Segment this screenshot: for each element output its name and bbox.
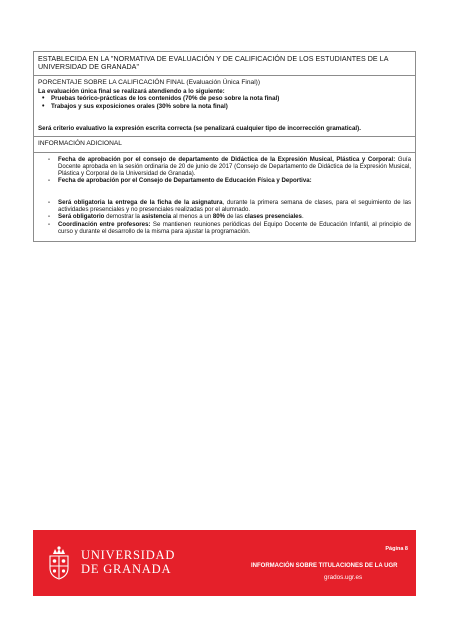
- porcentaje-title: PORCENTAJE SOBRE LA CALIFICACIÓN FINAL (Evaluación Única Final)): [38, 78, 261, 86]
- evaluation-table: [33, 51, 416, 242]
- table-heading-row: [34, 52, 415, 76]
- list-item: - Será obligatoria la entrega de la ficha de la asignatura, durante la primera semana de clases, para el seguimiento de las actividades presenciales y no presenciales realizadas por el alumnado.: [48, 199, 411, 214]
- info-list-b: [38, 199, 411, 235]
- criterio-text: Será criterio evaluativo la expresión escrita correcta (se penalizará cualquier tipo de incorrección gramatical).: [38, 125, 361, 132]
- list-item: - Fecha de aprobación por el Consejo de Departamento de Educación Física y Deportiva:: [48, 177, 411, 184]
- info-list-a: [38, 156, 411, 185]
- list-item: - Será obligatorio demostrar la asistencia al menos a un 80% de las clases presenciales.: [48, 213, 411, 220]
- university-crest-icon: [46, 544, 72, 580]
- info-title: INFORMACIÓN ADICIONAL: [38, 139, 122, 147]
- page-number: Página 8: [385, 546, 408, 552]
- porcentaje-section: [34, 76, 415, 137]
- info-section: [34, 153, 415, 242]
- porcentaje-list: [38, 95, 411, 111]
- grados-link[interactable]: grados.ugr.es: [324, 574, 363, 581]
- table-heading: ESTABLECIDA EN LA "NORMATIVA DE EVALUACIÓN Y DE CALIFICACIÓN DE LOS ESTUDIANTES DE LA UNIVERSIDAD DE GRANADA": [38, 55, 389, 72]
- footer-banner: [33, 530, 416, 596]
- university-name: UNIVERSIDAD DE GRANADA: [81, 548, 176, 576]
- titulaciones-label: INFORMACIÓN SOBRE TITULACIONES DE LA UGR: [251, 563, 398, 569]
- list-item: - Fecha de aprobación por el consejo de departamento de Didáctica de la Expresión Musical, Plástica y Corporal: Guía Docente aprobada en la sesión ordinaria de 20 de junio de 2017 (Consejo de Departamento de Didáctica de la Expresión Musical, Plástica y Corporal de la Universidad de Granada).: [48, 156, 411, 178]
- list-item: • Pruebas teórico-prácticas de los contenidos (70% de peso sobre la nota final): [42, 95, 411, 103]
- info-title-row: [34, 137, 415, 153]
- list-item: - Coordinación entre profesores: Se mantienen reuniones periódicas del Equipo Docente de Educación Infantil, al principio de curso y durante el desarrollo de la misma para ajustar la programación.: [48, 221, 411, 236]
- porcentaje-intro: La evaluación única final se realizará atendiendo a lo siguiente:: [38, 87, 225, 95]
- list-item: • Trabajos y sus exposiciones orales (30% sobre la nota final): [42, 103, 411, 111]
